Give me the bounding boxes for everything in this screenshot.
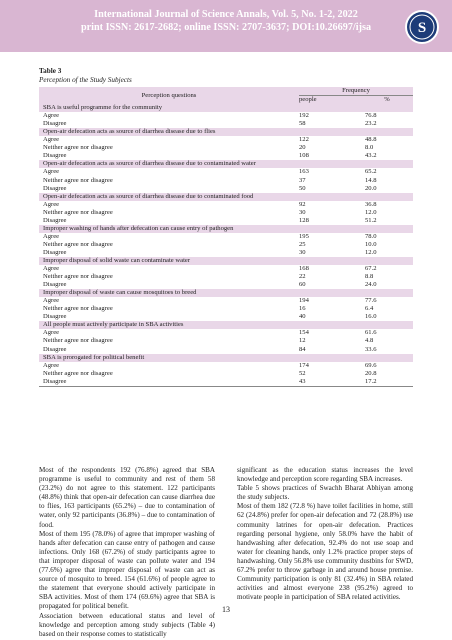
table-row bbox=[39, 209, 413, 217]
col-header-people: people bbox=[299, 96, 361, 105]
table-row bbox=[39, 313, 413, 321]
table-section-row bbox=[39, 128, 413, 136]
table-section-row bbox=[39, 193, 413, 201]
table-section-row bbox=[39, 160, 413, 168]
response-label: Neither agree nor disagree bbox=[43, 369, 113, 377]
percent-value: 6.4 bbox=[365, 305, 374, 313]
journal-logo-icon bbox=[407, 12, 437, 42]
table-row bbox=[39, 281, 413, 289]
people-count: 128 bbox=[299, 216, 309, 224]
response-label: Neither agree nor disagree bbox=[43, 273, 113, 281]
percent-value: 24.0 bbox=[365, 281, 377, 289]
people-count: 168 bbox=[299, 265, 309, 273]
section-question: Improper disposal of solid waste can contaminate water bbox=[39, 257, 413, 265]
response-label: Disagree bbox=[43, 120, 67, 128]
response-label: Agree bbox=[43, 112, 60, 120]
table-row bbox=[39, 241, 413, 249]
people-count: 195 bbox=[299, 232, 309, 240]
response-label: Neither agree nor disagree bbox=[43, 337, 113, 345]
logo-letter: S bbox=[417, 20, 427, 36]
table-section-row bbox=[39, 289, 413, 297]
percent-value: 12.0 bbox=[365, 248, 377, 256]
percent-value: 20.0 bbox=[365, 184, 377, 192]
table-section-row bbox=[39, 321, 413, 329]
table-row bbox=[39, 265, 413, 273]
response-label: Agree bbox=[43, 297, 60, 305]
response-label: Agree bbox=[43, 265, 60, 273]
journal-title: International Journal of Science Annals, Vol. 5, No. 1-2, 2022 bbox=[94, 9, 358, 20]
section-question: Open-air defecation acts as source of diarrhea disease due to contaminated food bbox=[39, 193, 413, 201]
percent-value: 23.2 bbox=[365, 120, 377, 128]
percent-value: 20.8 bbox=[365, 369, 377, 377]
section-question: Improper washing of hands after defecation can cause entry of pathogen bbox=[39, 225, 413, 233]
table-row bbox=[39, 378, 413, 387]
response-label: Neither agree nor disagree bbox=[43, 305, 113, 313]
people-count: 122 bbox=[299, 136, 309, 144]
paragraph: significant as the education status increases the level knowledge and perception score regarding SBA increases. bbox=[237, 466, 413, 484]
response-label: Agree bbox=[43, 168, 60, 176]
table-row bbox=[39, 297, 413, 305]
response-label: Agree bbox=[43, 361, 60, 369]
percent-value: 17.2 bbox=[361, 378, 413, 387]
people-count: 20 bbox=[299, 144, 306, 152]
percent-value: 51.2 bbox=[365, 216, 377, 224]
table-row bbox=[39, 152, 413, 160]
table-section-row bbox=[39, 257, 413, 265]
percent-value: 43.2 bbox=[365, 152, 377, 160]
response-label: Disagree bbox=[43, 345, 67, 353]
table-row bbox=[39, 337, 413, 345]
response-label: Agree bbox=[43, 200, 60, 208]
journal-logo bbox=[405, 10, 439, 44]
table-row bbox=[39, 217, 413, 225]
percent-value: 61.6 bbox=[365, 329, 377, 337]
table-row bbox=[39, 346, 413, 354]
paragraph: Most of them 195 (78.0%) of agree that improper washing of hands after defecation can cause entry of pathogen and cause infections. Only 168 (67.2%) of study participants agree to that improper disposal of waste can pollute water and 194 (77.6%) agree that improper disposal of waste can act as source of mosquito to breed. 154 (61.6%) of people agree to the statement that everyone should actively participate in SBA activities. Most of them 174 (69.6%) agree that SBA is propagated for political benefit. bbox=[39, 529, 215, 611]
table-title: Perception of the Study Subjects bbox=[39, 76, 132, 84]
percent-value: 4.8 bbox=[365, 337, 374, 345]
people-count: 50 bbox=[299, 184, 306, 192]
response-label: Disagree bbox=[43, 152, 67, 160]
response-label: Neither agree nor disagree bbox=[43, 208, 113, 216]
percent-value: 10.0 bbox=[365, 240, 377, 248]
table-row bbox=[39, 273, 413, 281]
people-count: 52 bbox=[299, 369, 306, 377]
table-section-row bbox=[39, 354, 413, 362]
people-count: 40 bbox=[299, 313, 306, 321]
table-caption bbox=[39, 67, 132, 85]
table-section-row bbox=[39, 225, 413, 233]
response-label: Neither agree nor disagree bbox=[43, 240, 113, 248]
table-row bbox=[39, 144, 413, 152]
perception-table bbox=[39, 87, 413, 387]
table-row bbox=[39, 362, 413, 370]
percent-value: 48.8 bbox=[365, 136, 377, 144]
table-row bbox=[39, 305, 413, 313]
paragraph: Most of them 182 (72.8 %) have toilet facilities in home, still 62 (24.8%) prefer for open-air defecation and 72 (28.8%) use community latrines for open-air defecation. Practices regarding personal hygiene, only 58.0% have the habit of handwashing after defecation, 92.4% do not use soap and water for cleaning hands, only 1.2% practice proper steps of handwashing. Only 56.8% use community dustbins for SWD, 67.2% prefer to throw garbage in and around house premise. Community participation is only 81 (32.4%) in SBA related activities and almost everyone 238 (95.2%) agreed to motivate people in participation of SBA related activities. bbox=[237, 502, 413, 602]
people-count: 30 bbox=[299, 208, 306, 216]
response-label: Agree bbox=[43, 232, 60, 240]
col-header-questions: Perception questions bbox=[39, 87, 299, 104]
table-row bbox=[39, 249, 413, 257]
table-row bbox=[39, 136, 413, 144]
people-count: 194 bbox=[299, 297, 309, 305]
percent-value: 36.8 bbox=[365, 200, 377, 208]
response-label: Neither agree nor disagree bbox=[43, 144, 113, 152]
table-row bbox=[39, 112, 413, 120]
people-count: 58 bbox=[299, 120, 306, 128]
people-count: 30 bbox=[299, 248, 306, 256]
people-count: 174 bbox=[299, 361, 309, 369]
table-row bbox=[39, 370, 413, 378]
percent-value: 77.6 bbox=[365, 297, 377, 305]
section-question: SBA is useful programme for the community bbox=[39, 104, 413, 112]
table-section-row bbox=[39, 104, 413, 112]
people-count: 192 bbox=[299, 112, 309, 120]
section-question: Improper disposal of waste can cause mosquitoes to breed bbox=[39, 289, 413, 297]
people-count: 92 bbox=[299, 200, 306, 208]
people-count: 108 bbox=[299, 152, 309, 160]
percent-value: 67.2 bbox=[365, 265, 377, 273]
section-question: Open-air defecation acts as source of diarrhea disease due to contaminated water bbox=[39, 160, 413, 168]
percent-value: 8.0 bbox=[365, 144, 374, 152]
paragraph: Most of the respondents 192 (76.8%) agreed that SBA programme is useful to community and rest of them 58 (23.2%) do not agree to this statement. 122 participants (48.8%) think that open-air defecation can cause diarrhea due to flies, 163 participants (65.2%) – due to contamination of water, only 92 participants (36.8%) – due to contamination of food. bbox=[39, 466, 215, 529]
percent-value: 33.6 bbox=[365, 345, 377, 353]
table-row bbox=[39, 120, 413, 128]
people-count: 22 bbox=[299, 273, 306, 281]
response-label: Disagree bbox=[43, 216, 67, 224]
paragraph: Association between educational status and level of knowledge and perception among study subjects (Table 4) based on their response comes to statistically bbox=[39, 611, 215, 638]
people-count: 12 bbox=[299, 337, 306, 345]
people-count: 25 bbox=[299, 240, 306, 248]
percent-value: 78.0 bbox=[365, 232, 377, 240]
table-row bbox=[39, 168, 413, 176]
percent-value: 16.0 bbox=[365, 313, 377, 321]
journal-header bbox=[0, 0, 452, 52]
response-label: Disagree bbox=[43, 313, 67, 321]
table-body bbox=[39, 104, 413, 386]
percent-value: 14.8 bbox=[365, 176, 377, 184]
section-question: Open-air defecation acts as source of diarrhea disease due to flies bbox=[39, 128, 413, 136]
percent-value: 76.8 bbox=[365, 112, 377, 120]
people-count: 16 bbox=[299, 305, 306, 313]
response-label: Disagree bbox=[43, 248, 67, 256]
table-row bbox=[39, 185, 413, 193]
response-label: Disagree bbox=[43, 281, 67, 289]
col-header-percent: % bbox=[361, 96, 413, 105]
response-label: Agree bbox=[43, 329, 60, 337]
right-column bbox=[237, 466, 413, 602]
response-label: Disagree bbox=[43, 184, 67, 192]
people-count: 60 bbox=[299, 281, 306, 289]
people-count: 154 bbox=[299, 329, 309, 337]
response-label: Agree bbox=[43, 136, 60, 144]
percent-value: 69.6 bbox=[365, 361, 377, 369]
people-count: 163 bbox=[299, 168, 309, 176]
table-row bbox=[39, 177, 413, 185]
page-number: 13 bbox=[222, 605, 230, 614]
section-question: SBA is prorogated for political benefit bbox=[39, 354, 413, 362]
people-count: 43 bbox=[299, 378, 361, 387]
table-row bbox=[39, 233, 413, 241]
table-row bbox=[39, 329, 413, 337]
response-label: Disagree bbox=[39, 378, 299, 387]
table-row bbox=[39, 201, 413, 209]
paragraph: Table 5 shows practices of Swachh Bharat Abhiyan among the study subjects. bbox=[237, 484, 413, 502]
col-header-frequency: Frequency bbox=[299, 87, 413, 96]
people-count: 37 bbox=[299, 176, 306, 184]
percent-value: 12.0 bbox=[365, 208, 377, 216]
people-count: 84 bbox=[299, 345, 306, 353]
journal-issn-doi: print ISSN: 2617-2682; online ISSN: 2707-3637; DOI:10.26697/ijsa bbox=[80, 22, 372, 33]
percent-value: 65.2 bbox=[365, 168, 377, 176]
table-header-row bbox=[39, 87, 413, 96]
response-label: Neither agree nor disagree bbox=[43, 176, 113, 184]
percent-value: 8.8 bbox=[365, 273, 374, 281]
section-question: All people must actively participate in SBA activities bbox=[39, 321, 413, 329]
table-label: Table 3 bbox=[39, 67, 62, 75]
